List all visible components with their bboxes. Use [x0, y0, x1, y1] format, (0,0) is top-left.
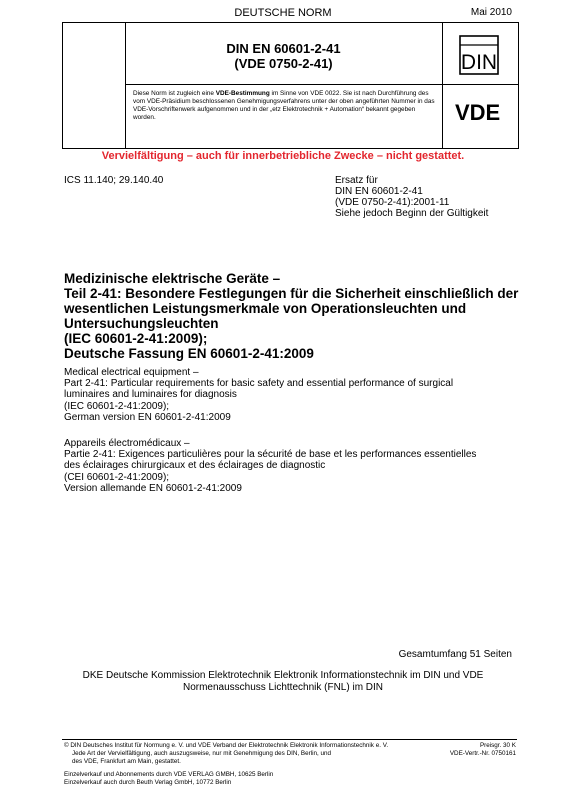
- footer-divider: [62, 739, 517, 740]
- copy-warning: Vervielfältigung – auch für innerbetriebliche Zwecke – nicht gestattet.: [101, 150, 465, 162]
- document-type: DEUTSCHE NORM: [234, 7, 332, 19]
- order-number: VDE-Vertr.-Nr. 0750161: [449, 750, 516, 757]
- title-line: Teil 2-41: Besondere Festlegungen für die Sicherheit einschließlich der: [64, 286, 519, 301]
- title-line: des éclairages chirurgicaux et des éclairages de diagnostic: [64, 460, 326, 472]
- total-pages: Gesamtumfang 51 Seiten: [398, 649, 512, 660]
- vde-note: Diese Norm ist zugleich eine VDE-Bestimmung im Sinne von VDE 0022. Sie ist nach Durchführung des vom VDE-Präsidium beschlossenen Genehmigungsverfahrens unter der oben angeführten Nummer in das VDE-Vorschriftenwerk aufgenommen und in der „etz Elektrotechnik + Automation“ bekannt gegeben worden.: [133, 90, 435, 122]
- title-line: wesentlichen Leistungsmerkmale von Operationsleuchten und: [64, 301, 467, 316]
- replacement-info: [335, 175, 488, 219]
- title-line: Medical electrical equipment –: [64, 367, 199, 378]
- title-line: Appareils électromédicaux –: [64, 438, 190, 449]
- issue-date: Mai 2010: [470, 7, 512, 18]
- standard-number: DIN EN 60601-2-41: [226, 41, 341, 56]
- title-line: (IEC 60601-2-41:2009);: [64, 400, 170, 412]
- price-info: [450, 742, 516, 758]
- price-group: Preisgr. 30 K: [479, 742, 516, 749]
- title-line: Deutsche Fassung EN 60601-2-41:2009: [64, 346, 314, 361]
- replacement-line: (VDE 0750-2-41):2001-11: [335, 197, 450, 208]
- replacement-line: Siehe jedoch Beginn der Gültigkeit: [335, 208, 489, 219]
- vde-bestimmung: VDE-Bestimmung: [215, 90, 270, 97]
- title-line: German version EN 60601-2-41:2009: [64, 411, 231, 423]
- ics-code: ICS 11.140; 29.140.40: [64, 175, 164, 186]
- title-line: Part 2-41: Particular requirements for basic safety and essential performance of surgical: [64, 378, 454, 390]
- title-french: [64, 438, 519, 494]
- vde-number: (VDE 0750-2-41): [234, 56, 333, 71]
- sales-info: Einzelverkauf und Abonnements durch VDE VERLAG GMBH, 10625 Berlin Einzelverkauf auch durch Beuth Verlag GmbH, 10772 Berlin: [64, 771, 274, 786]
- title-line: (IEC 60601-2-41:2009);: [64, 331, 208, 346]
- title-line: Version allemande EN 60601-2-41:2009: [64, 482, 242, 494]
- title-line: Untersuchungsleuchten: [64, 316, 219, 331]
- title-line: luminaires and luminaires for diagnosis: [64, 389, 237, 401]
- committee: [0, 670, 566, 694]
- copyright-notice: © DIN Deutsches Institut für Normung e. V. und VDE Verband der Elektrotechnik Elektronik Informationstechnik e. V. Jede Art der Vervielfältigung, auch auszugsweise, nur mit Genehmigung des DIN, Berlin, und des VDE, Frankfurt am Main, gestattet.: [64, 742, 389, 765]
- replacement-line: Ersatz für: [335, 175, 378, 186]
- din-logo: [459, 35, 499, 75]
- replacement-line: DIN EN 60601-2-41: [335, 186, 423, 197]
- committee-line: Normenausschuss Lichttechnik (FNL) im DIN: [182, 682, 384, 693]
- title-line: (CEI 60601-2-41:2009);: [64, 471, 170, 483]
- din-logo-text: DIN: [460, 51, 498, 74]
- title-english: [64, 367, 519, 423]
- vde-logo: VDE: [455, 100, 501, 125]
- header-box: [62, 22, 519, 149]
- committee-line: DKE Deutsche Kommission Elektrotechnik Elektronik Informationstechnik im DIN und VDE: [82, 670, 484, 681]
- title-line: Partie 2-41: Exigences particulières pour la sécurité de base et les performances essentielles: [64, 449, 477, 461]
- title-german: [64, 271, 524, 361]
- title-line: Medizinische elektrische Geräte –: [64, 271, 281, 286]
